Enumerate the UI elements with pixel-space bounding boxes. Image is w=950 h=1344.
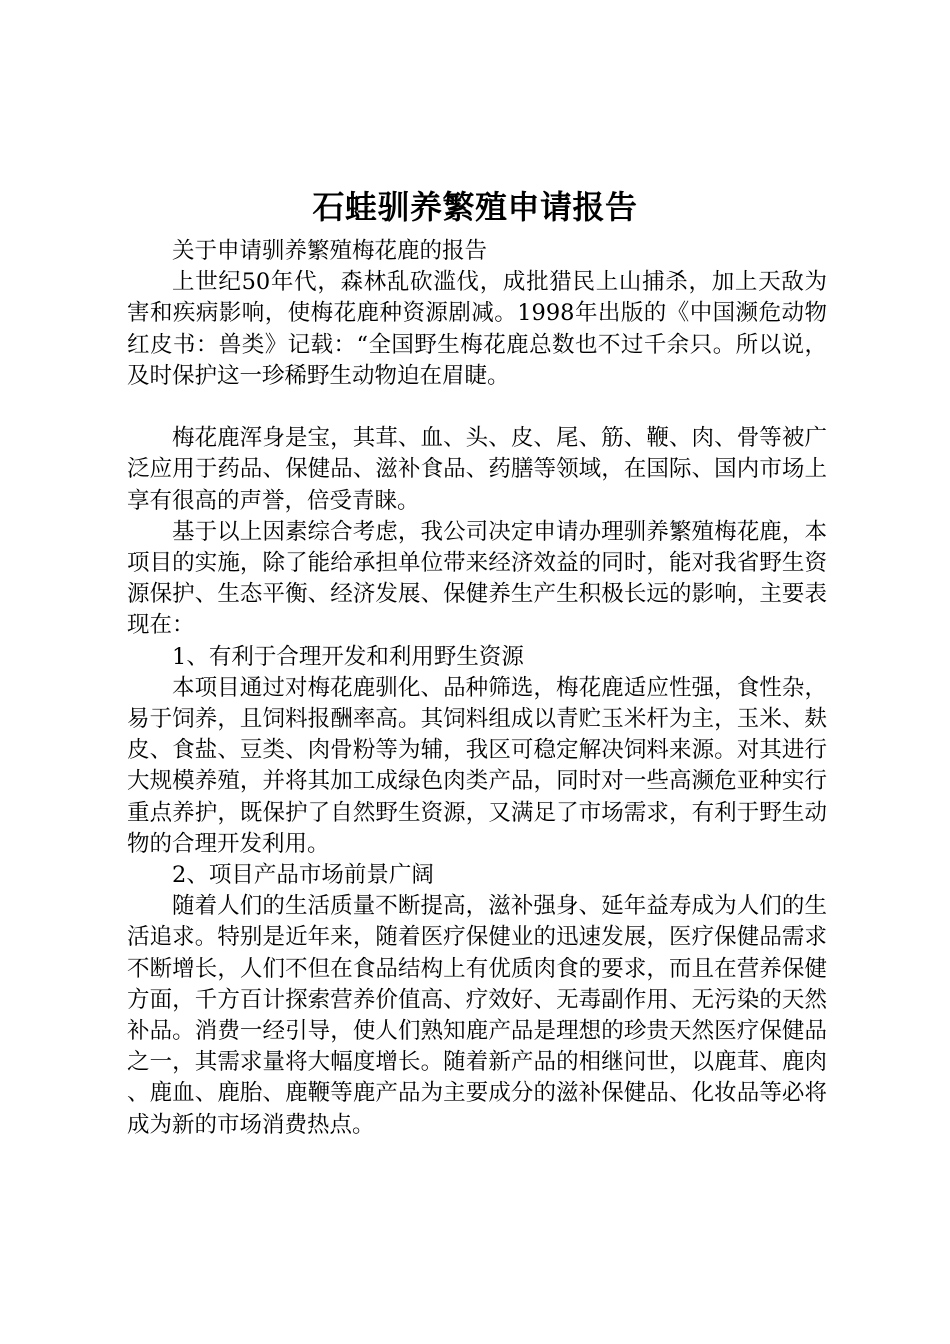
paragraph-value: 梅花鹿浑身是宝，其茸、血、头、皮、尾、筋、鞭、肉、骨等被广泛应用于药品、保健品、滋补食品、药膳等领域，在国际、国内市场上享有很高的声誉，倍受青睐。 (127, 425, 827, 514)
section-heading-1: 1、有利于合理开发和利用野生资源 (172, 643, 524, 670)
paragraph-decision: 基于以上因素综合考虑，我公司决定申请办理驯养繁殖梅花鹿，本项目的实施，除了能给承担单位带来经济效益的同时，能对我省野生资源保护、生态平衡、经济发展、保健养生产生积极长远的影响，主要表现在： (127, 518, 827, 639)
paragraph-resources: 本项目通过对梅花鹿驯化、品种筛选，梅花鹿适应性强，食性杂，易于饲养，且饲料报酬率高。其饲料组成以青贮玉米杆为主，玉米、麸皮、食盐、豆类、肉骨粉等为辅，我区可稳定解决饲料来源。对其进行大规模养殖，并将其加工成绿色肉类产品，同时对一些高濒危亚种实行重点养护，既保护了自然野生资源，又满足了市场需求，有利于野生动物的合理开发利用。 (127, 674, 827, 857)
paragraph-market: 随着人们的生活质量不断提高，滋补强身、延年益寿成为人们的生活追求。特别是近年来，随着医疗保健业的迅速发展，医疗保健品需求不断增长，人们不但在食品结构上有优质肉食的要求，而且在营养保健方面，千方百计探索营养价值高、疗效好、无毒副作用、无污染的天然补品。消费一经引导，使人们熟知鹿产品是理想的珍贵天然医疗保健品之一，其需求量将大幅度增长。随着新产品的相继问世，以鹿茸、鹿肉、鹿血、鹿胎、鹿鞭等鹿产品为主要成分的滋补保健品、化妆品等必将成为新的市场消费热点。 (127, 893, 827, 1138)
paragraph-background: 上世纪50年代，森林乱砍滥伐，成批猎民上山捕杀，加上天敌为害和疾病影响，使梅花鹿种资源剧减。1998年出版的《中国濒危动物红皮书：兽类》记载：“全国野生梅花鹿总数也不过千余只。所以说，及时保护这一珍稀野生动物迫在眉睫。 (127, 269, 827, 389)
report-subject: 关于申请驯养繁殖梅花鹿的报告 (172, 238, 488, 264)
document-title: 石蛙驯养繁殖申请报告 (312, 188, 638, 226)
section-heading-2: 2、项目产品市场前景广阔 (172, 862, 434, 889)
document-body (127, 236, 827, 1141)
paragraph-spacer (127, 392, 827, 423)
